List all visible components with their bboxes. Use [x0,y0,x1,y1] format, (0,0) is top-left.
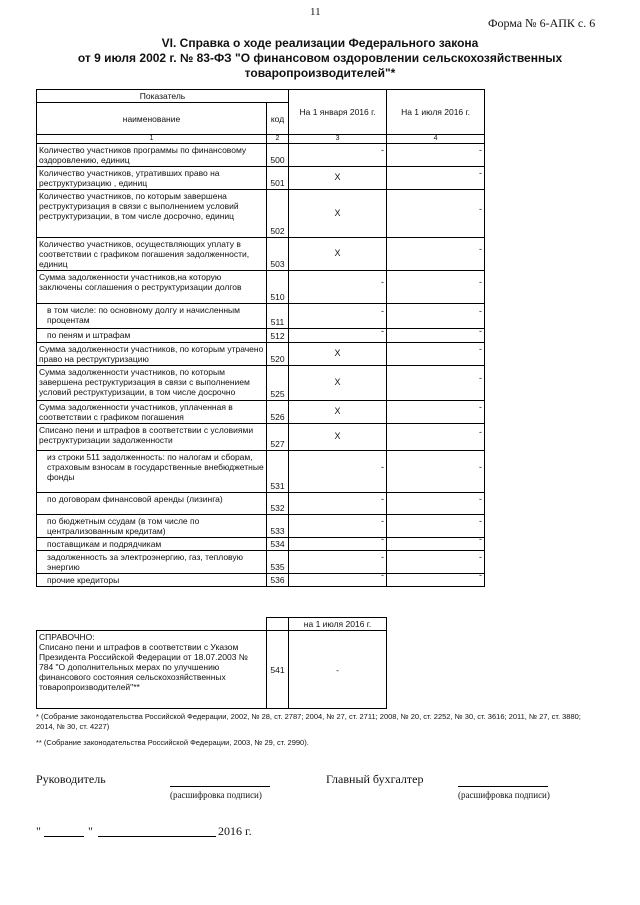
row-value-jan [289,574,387,587]
row-value-jan [289,515,387,538]
date-year: 2016 г. [218,824,252,838]
row-name: по договорам финансовой аренды (лизинга) [37,493,267,515]
row-value-jul [387,271,485,304]
row-name: Количество участников программы по финансовому оздоровлению, единиц [37,144,267,167]
ref-code: 541 [267,631,289,709]
table-row [37,144,485,167]
row-value-jan [289,167,387,190]
row-value-jan [289,271,387,304]
row-value-jan [289,551,387,574]
empty-value-dash: - [479,461,483,472]
row-value-jul [387,167,485,190]
form-number: Форма № 6-АПК с. 6 [488,16,596,30]
row-value-jul [387,424,485,451]
empty-value-dash: - [479,537,483,544]
empty-value-dash: - [479,203,483,214]
col-number: 4 [387,135,485,144]
empty-value-dash: - [479,145,483,155]
empty-value-dash: - [479,427,483,437]
row-value-jan [289,329,387,343]
row-name: Количество участников, утративших право на реструктуризацию , единиц [37,167,267,190]
col-header-jan: На 1 января 2016 г. [289,90,387,135]
row-value-jul [387,574,485,587]
col-header-code: код [267,103,289,135]
row-value-jul [387,401,485,424]
section-title [40,36,600,81]
ref-text: Списано пени и штрафов в соответствии с Указом Президента Российской Федерации от 18.07.2003 № 784 "О дополнительных мерах по улучшению финансового состояния сельскохозяйственных товаропроизводителей"** [39,642,248,692]
table-row [37,366,485,401]
not-applicable-mark: X [334,248,341,258]
row-value-jan [289,424,387,451]
col-number: 3 [289,135,387,144]
row-value-jan [289,366,387,401]
empty-value-dash: - [381,493,385,504]
row-value-jan [289,401,387,424]
not-applicable-mark: X [334,172,341,182]
ref-col-header: на 1 июля 2016 г. [289,618,387,631]
row-value-jul [387,190,485,238]
not-applicable-mark: X [334,207,341,218]
empty-value-dash: - [479,552,483,562]
table-row [37,401,485,424]
group-header-cell: Показатель [37,90,289,103]
empty-value-dash: - [479,244,483,254]
row-value-jul [387,366,485,401]
row-name: из строки 511 задолженность: по налогам и сборам, страховым взносам в государственные внебюджетные фонды [37,451,267,493]
empty-value-dash: - [479,328,483,336]
table-row [37,167,485,190]
empty-value-dash: - [479,373,483,383]
not-applicable-mark: X [334,348,341,358]
empty-value-dash: - [479,168,483,178]
empty-value-dash: - [381,277,385,287]
table-row [37,329,485,343]
empty-value-dash: - [381,145,385,155]
page-number: 11 [310,6,321,18]
row-value-jan [289,238,387,271]
table-body [37,144,485,587]
table-row [37,551,485,574]
report-table [36,89,485,587]
ref-heading: СПРАВОЧНО: [39,632,95,642]
reference-table [36,617,387,709]
row-value-jul [387,538,485,551]
head-label: Руководитель [36,772,106,786]
not-applicable-mark: X [334,431,341,441]
accountant-caption: (расшифровка подписи) [458,790,550,800]
table-row [37,304,485,329]
row-value-jan [289,493,387,515]
row-code: 502 [267,190,289,238]
row-code: 525 [267,366,289,401]
ref-text-cell [37,631,267,709]
empty-value-dash: - [479,516,483,526]
row-code: 534 [267,538,289,551]
row-value-jul [387,493,485,515]
row-name: Сумма задолженности участников,на которую заключены соглашения о реструктуризации долгов [37,271,267,304]
table-row [37,238,485,271]
row-name: в том числе: по основному долгу и начисленным процентам [37,304,267,329]
not-applicable-mark: X [334,406,341,416]
row-code: 536 [267,574,289,587]
row-name: по бюджетным ссудам (в том числе по централизованным кредитам) [37,515,267,538]
row-code: 532 [267,493,289,515]
not-applicable-mark: X [334,377,341,387]
row-value-jul [387,238,485,271]
empty-value-dash: - [381,516,385,526]
row-name: Количество участников, по которым завершена реструктуризация в связи с выполнением условий реструктуризации, в том числе досрочно, единиц [37,190,267,238]
row-value-jan [289,144,387,167]
empty-value-dash: - [381,552,385,562]
date-day-line[interactable] [44,836,84,837]
row-name: Сумма задолженности участников, по которым завершена реструктуризация в связи с выполнением условий реструктуризации, в том числе досрочно [37,366,267,401]
title-line: товаропроизводителей"* [244,66,396,80]
col-number: 2 [267,135,289,144]
row-code: 535 [267,551,289,574]
ref-value: - [289,631,387,709]
empty-value-dash: - [479,344,483,354]
row-value-jan [289,190,387,238]
row-value-jul [387,304,485,329]
title-line: от 9 июля 2002 г. № 83-ФЗ "О финансовом оздоровлении сельскохозяйственных [77,51,563,65]
table-row [37,424,485,451]
row-value-jul [387,329,485,343]
empty-value-dash: - [479,306,483,316]
row-name: Количество участников, осуществляющих уплату в соответствии с графиком погашения задолженности, единиц [37,238,267,271]
date-open-quote: " [36,824,41,838]
date-month-line[interactable] [98,836,216,837]
row-code: 500 [267,144,289,167]
footnote-1: * (Собрание законодательства Российской Федерации, 2002, № 28, ст. 2787; 2004, № 27, ст. 2711; 2008, № 20, ст. 2252, № 30, ст. 3616; 2011, № 27, ст. 3880; 2014, № 30, ст. 4227) [36,712,581,731]
row-code: 527 [267,424,289,451]
table-row [37,190,485,238]
row-name: Сумма задолженности участников, по которым утрачено право на реструктуризацию [37,343,267,366]
table-row [37,271,485,304]
col-header-name: наименование [37,103,267,135]
empty-value-dash: - [381,306,385,316]
empty-value-dash: - [479,573,483,580]
row-value-jul [387,343,485,366]
date-close-quote: " [88,824,93,838]
table-row [37,343,485,366]
row-code: 533 [267,515,289,538]
empty-value-dash: - [381,328,385,336]
row-code: 526 [267,401,289,424]
head-caption: (расшифровка подписи) [170,790,262,800]
empty-value-dash: - [479,277,483,287]
row-value-jul [387,144,485,167]
row-name: Сумма задолженности участников, уплаченная в соответствии с графиком погашения [37,401,267,424]
row-code: 520 [267,343,289,366]
row-name: Списано пени и штрафов в соответствии с условиями реструктуризации задолженности [37,424,267,451]
row-code: 510 [267,271,289,304]
row-value-jan [289,538,387,551]
table-row [37,574,485,587]
title-line: VI. Справка о ходе реализации Федерального закона [161,36,479,50]
row-name: поставщикам и подрядчикам [37,538,267,551]
row-value-jan [289,304,387,329]
col-header-jul: На 1 июля 2016 г. [387,90,485,135]
row-value-jul [387,451,485,493]
table-row [37,538,485,551]
row-code: 501 [267,167,289,190]
row-value-jul [387,515,485,538]
row-value-jan [289,451,387,493]
accountant-label: Главный бухгалтер [326,772,424,786]
head-signature-line[interactable] [170,786,270,787]
empty-value-dash: - [381,573,385,580]
empty-value-dash: - [381,537,385,544]
row-value-jan [289,343,387,366]
row-value-jul [387,551,485,574]
empty-value-dash: - [479,493,483,504]
col-number: 1 [37,135,267,144]
row-code: 503 [267,238,289,271]
row-code: 511 [267,304,289,329]
empty-value-dash: - [479,402,483,412]
row-code: 512 [267,329,289,343]
row-code: 531 [267,451,289,493]
table-row [37,493,485,515]
row-name: прочие кредиторы [37,574,267,587]
empty-value-dash: - [381,461,385,472]
footnote-2: ** (Собрание законодательства Российской Федерации, 2003, № 29, ст. 2990). [36,738,309,747]
table-row [37,515,485,538]
accountant-signature-line[interactable] [458,786,548,787]
row-name: по пеням и штрафам [37,329,267,343]
table-row [37,451,485,493]
row-name: задолженность за электроэнергию, газ, тепловую энергию [37,551,267,574]
